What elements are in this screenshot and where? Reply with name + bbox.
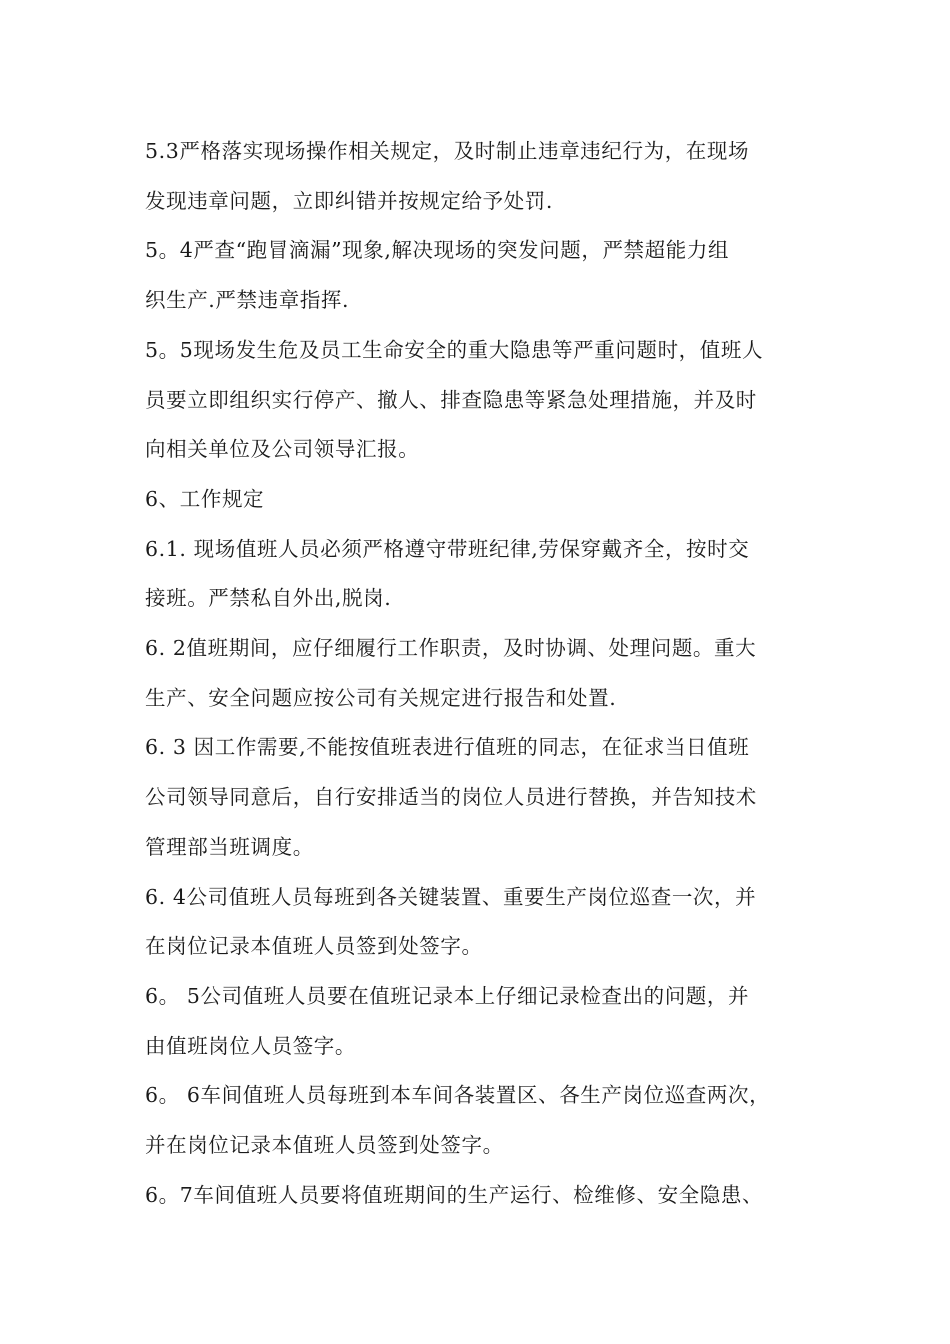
text-line: 6. 2值班期间，应仔细履行工作职责，及时协调、处理问题。重大: [145, 636, 757, 660]
text-line: 6。 5公司值班人员要在值班记录本上仔细记录检查出的问题，并: [145, 984, 750, 1008]
text-line: 6。7车间值班人员要将值班期间的生产运行、检维修、安全隐患、: [145, 1183, 764, 1207]
text-line: 并在岗位记录本值班人员签到处签字。: [145, 1133, 504, 1157]
text-line: 5.3严格落实现场操作相关规定，及时制止违章违纪行为，在现场: [145, 139, 750, 163]
text-line: 6.1. 现场值班人员必须严格遵守带班纪律,劳保穿戴齐全，按时交: [145, 537, 750, 561]
text-line: 6。 6车间值班人员每班到本车间各装置区、各生产岗位巡查两次，: [145, 1083, 771, 1107]
text-line: 5。4严查“跑冒滴漏”现象,解决现场的突发问题，严禁超能力组: [145, 238, 730, 262]
text-line: 员要立即组织实行停产、撤人、排查隐患等紧急处理措施，并及时: [145, 388, 757, 412]
text-line: 织生产.严禁违章指挥.: [145, 288, 350, 312]
text-line: 发现违章问题，立即纠错并按规定给予处罚.: [145, 189, 554, 213]
text-line: 5。5现场发生危及员工生命安全的重大隐患等严重问题时，值班人: [145, 338, 764, 362]
text-line: 由值班岗位人员签字。: [145, 1034, 356, 1058]
text-line: 生产、安全问题应按公司有关规定进行报告和处置.: [145, 686, 617, 710]
text-line: 在岗位记录本值班人员签到处签字。: [145, 934, 483, 958]
text-line: 向相关单位及公司领导汇报。: [145, 437, 420, 461]
text-line: 管理部当班调度。: [145, 835, 314, 859]
text-line: 公司领导同意后，自行安排适当的岗位人员进行替换，并告知技术: [145, 785, 757, 809]
text-line: 6. 3 因工作需要,不能按值班表进行值班的同志，在征求当日值班: [145, 735, 750, 759]
text-line: 接班。严禁私自外出,脱岗.: [145, 586, 392, 610]
text-line: 6. 4公司值班人员每班到各关键装置、重要生产岗位巡查一次，并: [145, 885, 757, 909]
section-heading: 6、工作规定: [145, 487, 265, 511]
